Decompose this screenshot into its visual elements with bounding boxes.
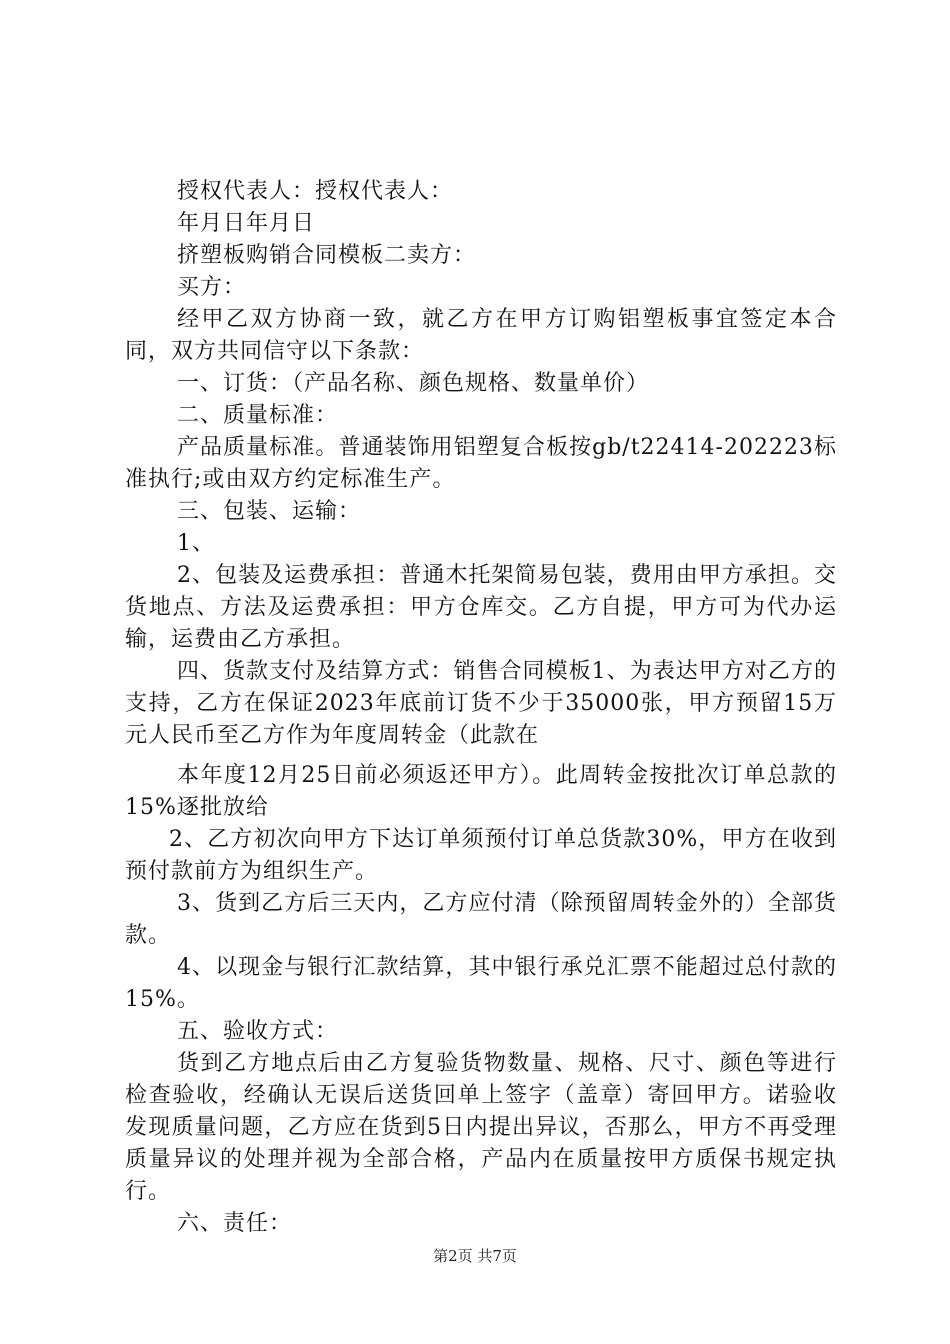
- document-body: [125, 176, 837, 1240]
- paragraph-payment-item-3: 3、货到乙方后三天内，乙方应付清（除预留周转金外的）全部货款。: [125, 891, 837, 948]
- paragraph-packaging-item-1: 1、: [177, 531, 215, 556]
- paragraph-packaging-item-2: 2、包装及运费承担：普通木托架简易包装，费用由甲方承担。交货地点、方法及运费承担：甲方仓库交。乙方自提，甲方可为代办运输，运费由乙方承担。: [125, 563, 837, 652]
- paragraph-section-order: 一、订货：（产品名称、颜色规格、数量单价）: [177, 371, 650, 396]
- paragraph-acceptance-details: 货到乙方地点后由乙方复验货物数量、规格、尺寸、颜色等进行检查验收，经确认无误后送货回单上签字（盖章）寄回甲方。诺验收发现质量问题，乙方应在货到5日内提出异议，否那么，甲方不再受理质量异议的处理并视为全部合格，产品内在质量按甲方质保书规定执行。: [125, 1051, 837, 1204]
- paragraph-quality-standard: 产品质量标准。普通装饰用铝塑复合板按gb/t22414-202223标准执行;或由双方约定标准生产。: [125, 435, 837, 492]
- paragraph-section-packaging: 三、包装、运输：: [177, 499, 362, 524]
- paragraph-payment-continued: 本年度12月25日前必须返还甲方）。此周转金按批次订单总款的15%逐批放给: [125, 763, 837, 820]
- paragraph-section-acceptance: 五、验收方式：: [177, 1019, 339, 1044]
- paragraph-buyer: 买方：: [177, 275, 247, 300]
- paragraph-authorized-representatives: 授权代表人：授权代表人：: [177, 179, 454, 204]
- paragraph-template-two-seller: 挤塑板购销合同模板二卖方：: [177, 243, 477, 268]
- paragraph-payment-item-4: 4、以现金与银行汇款结算，其中银行承兑汇票不能超过总付款的15%。: [125, 955, 837, 1012]
- paragraph-dates: 年月日年月日: [177, 211, 316, 236]
- paragraph-section-payment: 四、货款支付及结算方式：销售合同模板1、为表达甲方对乙方的支持，乙方在保证2023年底前订货不少于35000张，甲方预留15万元人民币至乙方作为年度周转金（此款在: [125, 659, 837, 748]
- page-number-footer: 第2页 共7页: [433, 1247, 517, 1265]
- paragraph-preamble: 经甲乙双方协商一致，就乙方在甲方订购铝塑板事宜签定本合同，双方共同信守以下条款：: [125, 307, 837, 364]
- paragraph-section-quality: 二、质量标准：: [177, 403, 339, 428]
- paragraph-section-liability: 六、责任：: [177, 1211, 293, 1236]
- paragraph-payment-item-2: 2、乙方初次向甲方下达订单须预付订单总货款30%，甲方在收到预付款前方为组织生产。: [125, 827, 837, 884]
